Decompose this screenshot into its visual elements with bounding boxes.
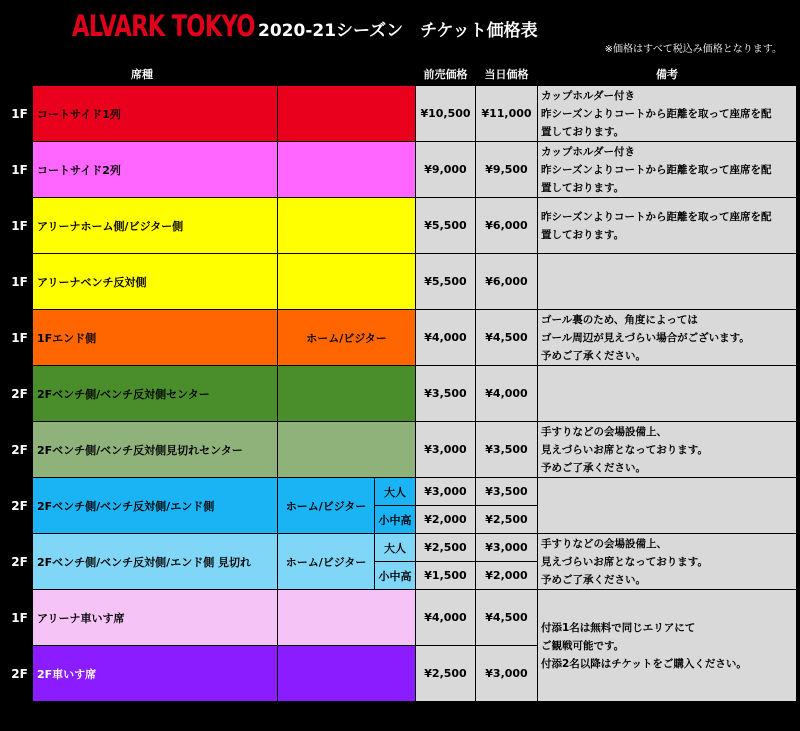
table-row bbox=[7, 254, 797, 310]
sameday-price: ¥4,000 bbox=[476, 366, 538, 422]
table-row bbox=[7, 198, 797, 254]
header-bar bbox=[0, 0, 800, 62]
seat-side bbox=[278, 86, 416, 142]
floor-label: 1F bbox=[7, 198, 33, 254]
floor-label: 1F bbox=[7, 590, 33, 646]
price-table bbox=[6, 62, 797, 702]
presale-price: ¥9,000 bbox=[416, 142, 476, 198]
seat-name: コートサイド1列 bbox=[33, 86, 278, 142]
table-row bbox=[7, 86, 797, 142]
seat-name: コートサイド2列 bbox=[33, 142, 278, 198]
table-row bbox=[7, 366, 797, 422]
seat-side: ホーム/ビジター bbox=[278, 478, 375, 534]
sameday-price: ¥4,500 bbox=[476, 590, 538, 646]
floor-label: 2F bbox=[7, 646, 33, 702]
presale-price: ¥10,500 bbox=[416, 86, 476, 142]
seat-name: 2Fベンチ側/ベンチ反対側/エンド側 見切れ bbox=[33, 534, 278, 590]
remarks-line: 置しております。 bbox=[541, 181, 625, 194]
remarks-line: 昨シーズンよりコートから距離を取って座席を配 bbox=[541, 163, 772, 176]
remarks-line: 付添1名は無料で同じエリアにて bbox=[541, 621, 696, 634]
remarks-cell bbox=[538, 142, 797, 198]
seat-name: 2Fベンチ側/ベンチ反対側センター bbox=[33, 366, 278, 422]
table-row bbox=[7, 310, 797, 366]
remarks-line: 置しております。 bbox=[541, 228, 625, 241]
floor-label: 1F bbox=[7, 310, 33, 366]
page-title: 2020-21シーズン チケット価格表 bbox=[258, 21, 538, 41]
floor-label: 2F bbox=[7, 534, 33, 590]
header-remarks: 備考 bbox=[538, 63, 797, 86]
remarks-cell bbox=[538, 310, 797, 366]
sameday-price: ¥2,500 bbox=[476, 506, 538, 534]
remarks-line: 予めご了承ください。 bbox=[541, 349, 646, 362]
sameday-price: ¥2,000 bbox=[476, 562, 538, 590]
table-row bbox=[7, 142, 797, 198]
floor-label: 1F bbox=[7, 86, 33, 142]
team-logo: ALVARK TOKYO bbox=[72, 9, 255, 43]
presale-price: ¥3,000 bbox=[416, 478, 476, 506]
seat-name: 2F車いす席 bbox=[33, 646, 278, 702]
remarks-cell bbox=[538, 86, 797, 142]
tax-note: ※価格はすべて税込み価格となります。 bbox=[604, 44, 782, 55]
sameday-price: ¥3,500 bbox=[476, 478, 538, 506]
seat-side bbox=[278, 422, 416, 478]
presale-price: ¥5,500 bbox=[416, 198, 476, 254]
tier-label: 大人 bbox=[375, 478, 416, 506]
presale-price: ¥4,000 bbox=[416, 310, 476, 366]
header-blank bbox=[278, 63, 416, 86]
sameday-price: ¥11,000 bbox=[476, 86, 538, 142]
sameday-price: ¥3,000 bbox=[476, 534, 538, 562]
presale-price: ¥1,500 bbox=[416, 562, 476, 590]
floor-label: 2F bbox=[7, 366, 33, 422]
presale-price: ¥5,500 bbox=[416, 254, 476, 310]
tier-label: 大人 bbox=[375, 534, 416, 562]
seat-side: ホーム/ビジター bbox=[278, 310, 416, 366]
seat-side bbox=[278, 254, 416, 310]
table-row bbox=[7, 534, 797, 562]
seat-side bbox=[278, 646, 416, 702]
remarks-cell bbox=[538, 422, 797, 478]
remarks-line: ゴール裏のため、角度によっては bbox=[541, 313, 698, 326]
remarks-cell bbox=[538, 366, 797, 422]
presale-price: ¥4,000 bbox=[416, 590, 476, 646]
seat-side bbox=[278, 590, 416, 646]
table-header-row bbox=[7, 63, 797, 86]
remarks-cell bbox=[538, 534, 797, 590]
remarks-cell bbox=[538, 478, 797, 534]
remarks-line: 昨シーズンよりコートから距離を取って座席を配 bbox=[541, 107, 772, 120]
sameday-price: ¥3,500 bbox=[476, 422, 538, 478]
seat-side bbox=[278, 198, 416, 254]
table-row bbox=[7, 590, 797, 646]
seat-name: 2Fベンチ側/ベンチ反対側/エンド側 bbox=[33, 478, 278, 534]
sameday-price: ¥9,500 bbox=[476, 142, 538, 198]
sameday-price: ¥6,000 bbox=[476, 198, 538, 254]
sameday-price: ¥3,000 bbox=[476, 646, 538, 702]
seat-side: ホーム/ビジター bbox=[278, 534, 375, 590]
remarks-line: 付添2名以降はチケットをご購入ください。 bbox=[541, 657, 747, 670]
remarks-line: 置しております。 bbox=[541, 125, 625, 138]
sameday-price: ¥6,000 bbox=[476, 254, 538, 310]
tier-label: 小中高 bbox=[375, 562, 416, 590]
remarks-line: 予めご了承ください。 bbox=[541, 461, 646, 474]
floor-label: 2F bbox=[7, 478, 33, 534]
floor-label: 2F bbox=[7, 422, 33, 478]
remarks-cell bbox=[538, 590, 797, 702]
header-seat: 席種 bbox=[7, 63, 278, 86]
header-presale: 前売価格 bbox=[416, 63, 476, 86]
remarks-line: 手すりなどの会場設備上、 bbox=[541, 537, 667, 550]
remarks-line: 見えづらいお席となっております。 bbox=[541, 443, 708, 456]
table-row bbox=[7, 422, 797, 478]
header-sameday: 当日価格 bbox=[476, 63, 538, 86]
remarks-line: 予めご了承ください。 bbox=[541, 573, 646, 586]
presale-price: ¥2,500 bbox=[416, 646, 476, 702]
remarks-line: ゴール周辺が見えづらい場合がございます。 bbox=[541, 331, 750, 344]
seat-name: アリーナホーム側/ビジター側 bbox=[33, 198, 278, 254]
seat-side bbox=[278, 142, 416, 198]
remarks-line: ご観戦可能です。 bbox=[541, 639, 625, 652]
remarks-cell bbox=[538, 198, 797, 254]
remarks-cell bbox=[538, 254, 797, 310]
seat-side bbox=[278, 366, 416, 422]
remarks-line: 昨シーズンよりコートから距離を取って座席を配 bbox=[541, 210, 772, 223]
presale-price: ¥3,000 bbox=[416, 422, 476, 478]
floor-label: 1F bbox=[7, 142, 33, 198]
seat-name: 1Fエンド側 bbox=[33, 310, 278, 366]
floor-label: 1F bbox=[7, 254, 33, 310]
sameday-price: ¥4,500 bbox=[476, 310, 538, 366]
remarks-line: 見えづらいお席となっております。 bbox=[541, 555, 708, 568]
table-row bbox=[7, 478, 797, 506]
presale-price: ¥2,000 bbox=[416, 506, 476, 534]
remarks-line: カップホルダー付き bbox=[541, 89, 635, 102]
seat-name: アリーナベンチ反対側 bbox=[33, 254, 278, 310]
presale-price: ¥2,500 bbox=[416, 534, 476, 562]
seat-name: アリーナ車いす席 bbox=[33, 590, 278, 646]
tier-label: 小中高 bbox=[375, 506, 416, 534]
remarks-line: カップホルダー付き bbox=[541, 145, 635, 158]
remarks-line: 手すりなどの会場設備上、 bbox=[541, 425, 667, 438]
seat-name: 2Fベンチ側/ベンチ反対側見切れセンター bbox=[33, 422, 278, 478]
presale-price: ¥3,500 bbox=[416, 366, 476, 422]
